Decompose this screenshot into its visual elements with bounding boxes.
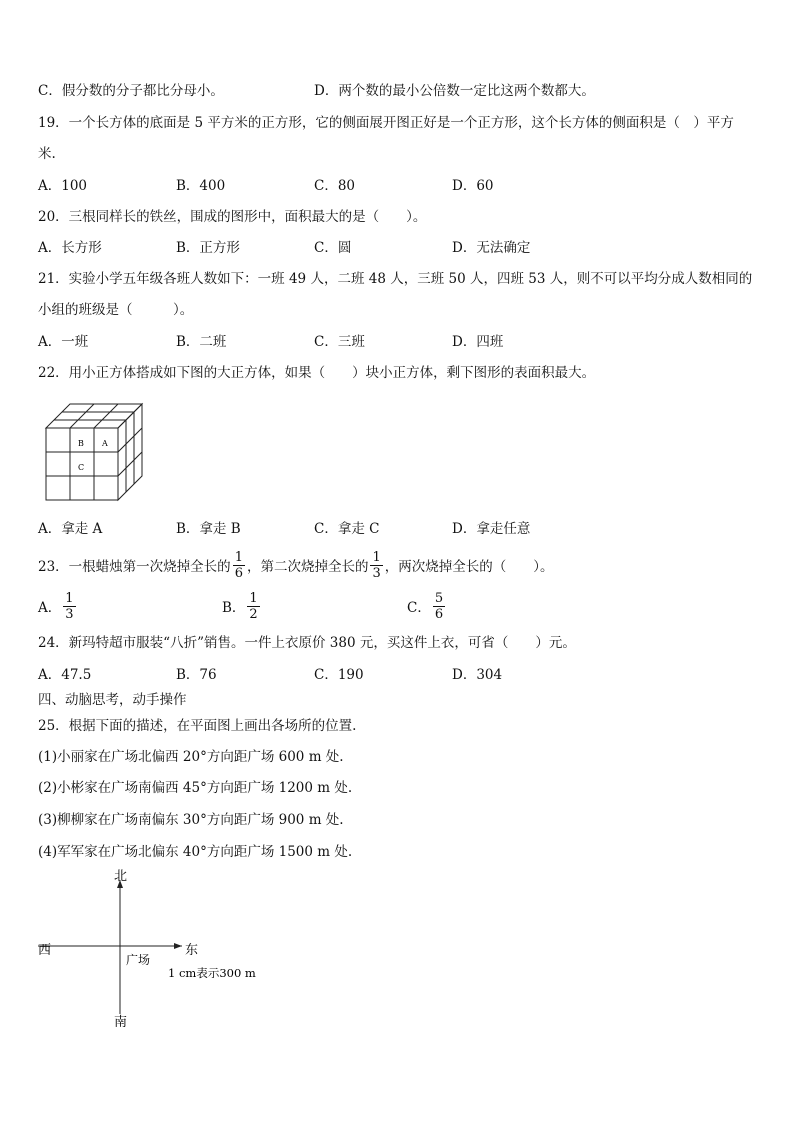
map-label-center: 广场 (126, 953, 151, 967)
q23-option-a-num: 1 (65, 590, 74, 606)
q23-fraction-1 (233, 550, 245, 581)
q21-option-d: D．四班 (452, 334, 504, 350)
section-4-title: 四、动脑思考，动手操作 (38, 692, 187, 708)
q24-stem: 24．新玛特超市服装“八折”销售。一件上衣原价 380 元，买这件上衣，可省（ ）元。 (38, 635, 576, 651)
q23-option-c-num: 5 (434, 590, 444, 606)
q25-item-1: (1)小丽家在广场北偏西 20°方向距广场 600 m 处. (38, 749, 344, 765)
cube-label-b: B (78, 439, 84, 448)
q23-fraction-1-den: 6 (234, 565, 243, 581)
map-label-north: 北 (114, 869, 128, 884)
q23-option-a-label: A． (38, 600, 62, 616)
q23-option-b-label: B． (222, 600, 246, 616)
q23-option-c-den: 6 (434, 606, 444, 622)
q23-fraction-2-den: 3 (372, 565, 381, 581)
q20-option-a: A．长方形 (38, 240, 102, 256)
map-label-east: 东 (185, 943, 199, 958)
map-label-west: 西 (38, 943, 52, 958)
q22-option-d: D．拿走任意 (452, 521, 531, 537)
q19-option-c: C．80 (314, 178, 356, 194)
q23-option-b (222, 588, 262, 624)
q18-option-d: D．两个数的最小公倍数一定比这两个数都大。 (314, 83, 595, 99)
q21-option-b: B．二班 (176, 334, 227, 350)
q24-option-c: C．190 (314, 667, 364, 683)
direction-map (30, 866, 270, 1036)
q23-stem (38, 547, 554, 583)
q21-option-a: A．一班 (38, 334, 89, 350)
q23-option-b-fraction (247, 591, 259, 622)
q23-option-a-fraction (63, 591, 75, 622)
cube-label-a: A (102, 439, 108, 448)
cube-figure (44, 402, 148, 504)
q24-option-a: A．47.5 (38, 667, 92, 683)
q22-option-a: A．拿走 A (38, 521, 103, 537)
q21-option-c: C．三班 (314, 334, 365, 350)
q23-option-b-num: 1 (249, 590, 258, 606)
map-label-south: 南 (114, 1015, 128, 1030)
q22-option-b: B．拿走 B (176, 521, 241, 537)
q18-option-c: C．假分数的分子都比分母小。 (38, 83, 224, 99)
q23-option-a-den: 3 (65, 606, 74, 622)
cube-label-c: C (78, 463, 85, 472)
q23-option-c (407, 588, 447, 624)
east-arrow-icon (174, 943, 182, 949)
q24-option-b: B．76 (176, 667, 217, 683)
q19-option-a: A．100 (38, 178, 88, 194)
q23-option-c-fraction (433, 591, 445, 622)
q20-option-d: D．无法确定 (452, 240, 531, 256)
q20-option-c: C．圆 (314, 240, 352, 256)
q19-option-d: D．60 (452, 178, 494, 194)
q25-stem: 25．根据下面的描述，在平面图上画出各场所的位置. (38, 718, 357, 734)
q25-item-2: (2)小彬家在广场南偏西 45°方向距广场 1200 m 处. (38, 780, 353, 796)
q23-option-c-label: C． (407, 600, 431, 616)
q23-fraction-1-num: 1 (234, 549, 243, 565)
q20-option-b: B．正方形 (176, 240, 240, 256)
q22-option-c: C．拿走 C (314, 521, 380, 537)
q23-option-b-den: 2 (249, 606, 258, 622)
q23-option-a (38, 588, 78, 624)
map-scale: 1 cm表示300 m (168, 966, 256, 980)
q23-stem-part3: ，两次烧掉全长的（ ）。 (384, 559, 554, 575)
q19-option-b: B．400 (176, 178, 226, 194)
q25-item-4: (4)军军家在广场北偏东 40°方向距广场 1500 m 处. (38, 844, 353, 860)
q24-option-d: D．304 (452, 667, 503, 683)
q25-item-3: (3)柳柳家在广场南偏东 30°方向距广场 900 m 处. (38, 812, 344, 828)
q23-fraction-2-num: 1 (372, 549, 381, 565)
q23-fraction-2 (370, 550, 382, 581)
q21-stem-line1: 21．实验小学五年级各班人数如下：一班 49 人，二班 48 人，三班 50 人，四班 53 人，则不可以平均分成人数相同的 (38, 271, 753, 287)
q20-stem: 20．三根同样长的铁丝，围成的图形中，面积最大的是（ ）。 (38, 209, 427, 225)
q23-stem-part2: ，第二次烧掉全长的 (246, 559, 369, 575)
q23-stem-part1: 23．一根蜡烛第一次烧掉全长的 (38, 559, 231, 575)
q19-stem-line1: 19．一个长方体的底面是 5 平方米的正方形，它的侧面展开图正好是一个正方形，这个长方体的侧面积是（ ）平方 (38, 115, 734, 131)
q22-stem: 22．用小正方体搭成如下图的大正方体，如果（ ）块小正方体，剩下图形的表面积最大。 (38, 365, 596, 381)
q19-stem-line2: 米. (38, 146, 56, 162)
q21-stem-line2: 小组的班级是（ ）。 (38, 302, 194, 318)
